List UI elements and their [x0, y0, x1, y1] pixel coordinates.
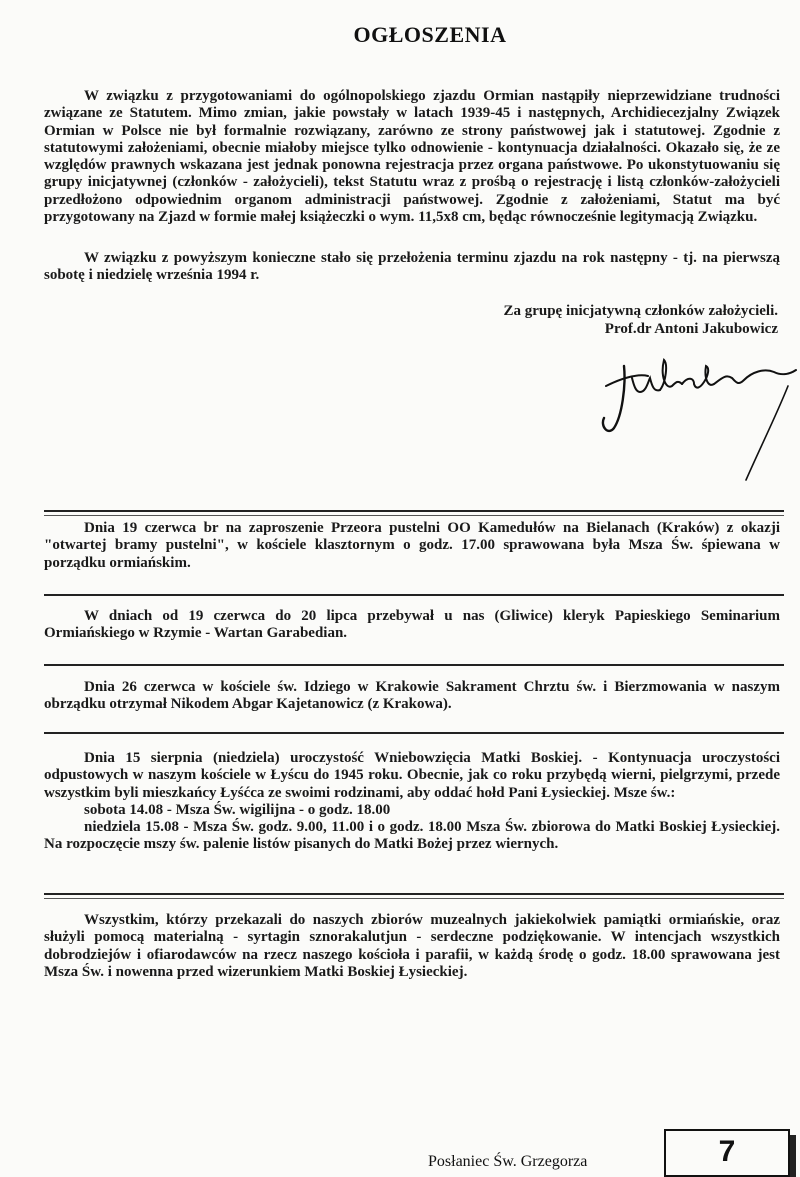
- announcement-4: [44, 750, 780, 854]
- divider: [44, 732, 784, 734]
- intro-paragraph-1: W związku z przygotowaniami do ogólnopolskiego zjazdu Ormian nastąpiły nieprzewidziane trudności związane ze Statutem. Mimo zmian, jakie powstały w latach 1939-45 i następnych, Archidiecezjalny Związek Ormian w Polsce nie był formalnie rozwiązany, zarówno ze strony państwowej jak i statutowej. Zgodnie z statutowymi założeniami, obecnie miałoby miejsce tylko odnowienie - kontynuacja działalności. Okazało się, że ze względów prawnych wskazana jest jednak ponowna rejestracja przez organa państwowe. Po ukonstytuowaniu się grupy inicjatywnej (członków - założycieli), tekst Statutu wraz z prośbą o rejestrację i listą członków-założycieli przedłożono odpowiednim organom administracji państwowej. Zgodnie z założeniami, Statut ma być przygotowany na Zjazd w formie małej książeczki o wym. 11,5x8 cm, będąc równocześnie legitymacją Związku.: [44, 88, 780, 226]
- mass-saturday: sobota 14.08 - Msza Św. wigilijna - o godz. 18.00: [84, 801, 391, 818]
- divider: [44, 510, 784, 512]
- divider: [44, 594, 784, 596]
- signoff-line-1: Za grupę inicjatywną członków założycieli.: [503, 303, 778, 319]
- announcement-5: Wszystkim, którzy przekazali do naszych zbiorów muzealnych jakiekolwiek pamiątki ormiańskie, oraz służyli pomocą materialną - syrtagin sznorakalutjun - serdeczne podziękowanie. W intencjach wszystkich dobrodziejów i ofiarodawców na rzecz naszego kościoła i parafii, w każdą środę o godz. 18.00 sprawowana jest Msza Św. i nowenna przed wizerunkiem Matki Boskiej Łysieckiej.: [44, 912, 780, 980]
- mass-sunday: niedziela 15.08 - Msza Św. godz. 9.00, 11.00 i o godz. 18.00 Msza Św. zbiorowa do Matki Boskiej Łysieckiej. Na rozpoczęcie mszy św. palenie listów pisanych do Matki Bożej przez wiernych.: [44, 819, 780, 853]
- handwritten-signature: [596, 356, 800, 486]
- signoff-line-2: Prof.dr Antoni Jakubowicz: [604, 321, 778, 337]
- announcement-4-main: Dnia 15 sierpnia (niedziela) uroczystość Wniebowzięcia Matki Boskiej. - Kontynuacja uroczystości odpustowych w naszym kościele w Łyścu do 1945 roku. Obecnie, jak co roku przybędą wierni, pielgrzymi, przede wszystkim byli mieszkańcy Łyśćca ze swoimi rodzinami, aby oddać hołd Pani Łysieckiej. Msze św.:: [44, 750, 780, 801]
- divider: [44, 664, 784, 666]
- announcement-1: Dnia 19 czerwca br na zaproszenie Przeora pustelni OO Kamedułów na Bielanach (Kraków) z okazji "otwartej bramy pustelni", w kościele klasztornym o godz. 17.00 sprawowana była Msza Św. śpiewana w porządku ormiańskim.: [44, 520, 780, 571]
- announcement-3: Dnia 26 czerwca w kościele św. Idziego w Krakowie Sakrament Chrztu św. i Bierzmowania w naszym obrządku otrzymał Nikodem Abgar Kajetanowicz (z Krakowa).: [44, 679, 780, 713]
- page-title: OGŁOSZENIA: [353, 22, 507, 47]
- publication-name: Posłaniec Św. Grzegorza: [428, 1153, 588, 1170]
- page-number: 7: [664, 1129, 790, 1177]
- divider: [44, 893, 784, 895]
- intro-paragraph-2: W związku z powyższym konieczne stało się przełożenia terminu zjazdu na rok następny - tj. na pierwszą sobotę i niedzielę września 1994 r.: [44, 250, 780, 284]
- announcement-2: W dniach od 19 czerwca do 20 lipca przebywał u nas (Gliwice) kleryk Papieskiego Seminarium Ormiańskiego w Rzymie - Wartan Garabedian.: [44, 608, 780, 642]
